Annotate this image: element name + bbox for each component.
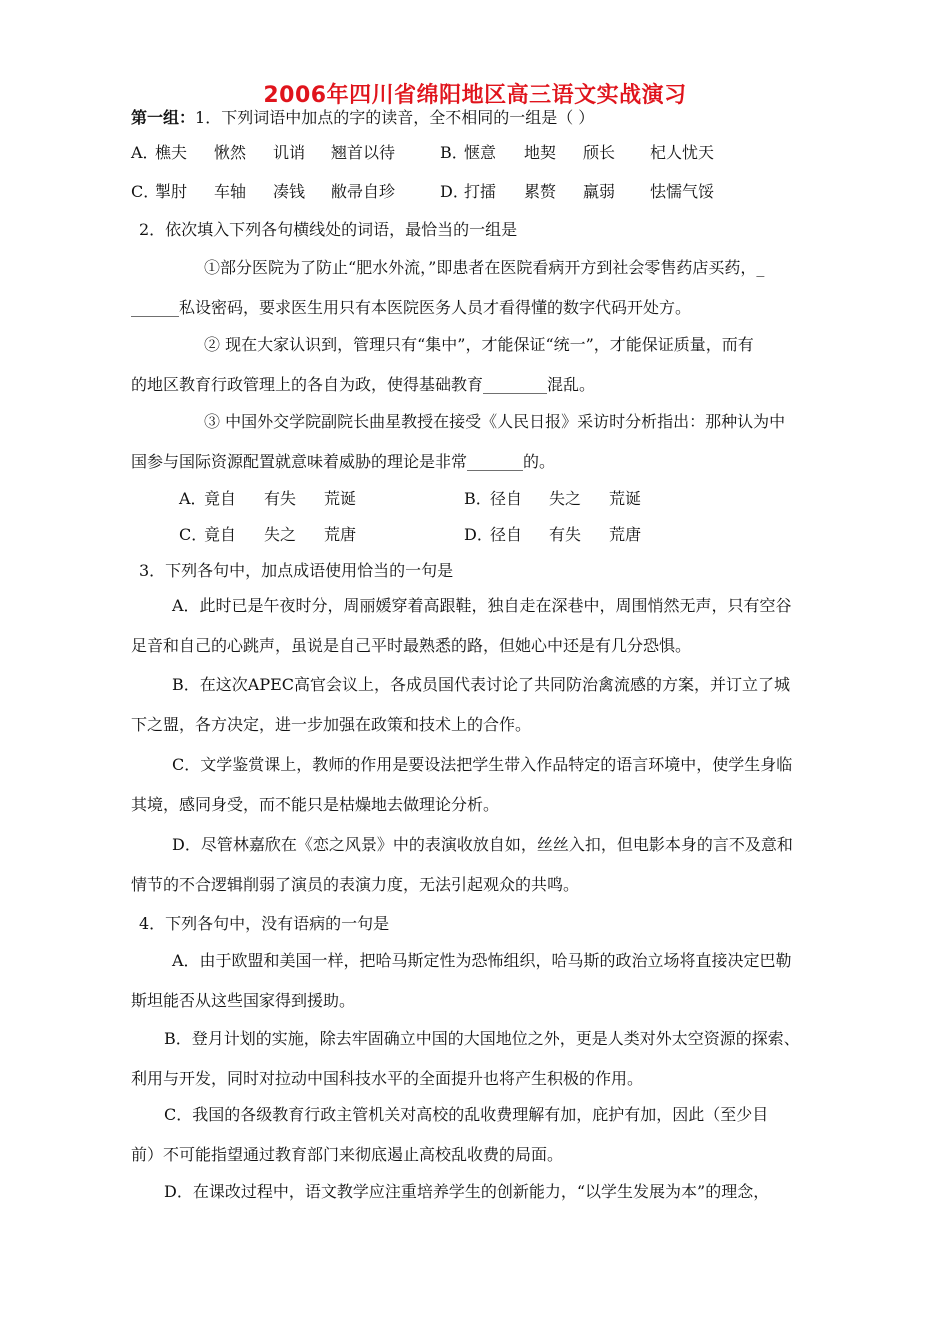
q2-option-word: 竟自 [204, 489, 237, 508]
q4-option-a-line1: A．由于欧盟和美国一样，把哈马斯定性为恐怖组织，哈马斯的政治立场将直接决定巴勒 [172, 951, 792, 970]
q3-option-b-line2: 下之盟，各方决定，进一步加强在政策和技术上的合作。 [131, 715, 532, 734]
q4-option-a-line2: 斯坦能否从这些国家得到援助。 [131, 991, 356, 1010]
q1-word: 车轴 [214, 182, 247, 201]
q1-word: 掣肘 [155, 182, 188, 201]
q1-word: 地契 [524, 143, 557, 162]
q1-word: 敝帚自珍 [331, 182, 396, 201]
q2-option-label: C． [179, 525, 208, 544]
q1-word: 樵夫 [155, 143, 188, 162]
q2-option-label: B． [464, 489, 492, 508]
q1-stem-line [131, 108, 594, 128]
q1-option-label: B． [440, 143, 468, 162]
q2-option-word: 失之 [549, 489, 582, 508]
q3-option-d-line2: 情节的不合逻辑削弱了演员的表演力度，无法引起观众的共鸣。 [131, 875, 580, 894]
q3-option-d-line1: D．尽管林嘉欣在《恋之风景》中的表演收放自如，丝丝入扣，但电影本身的言不及意和 [172, 835, 793, 854]
q4-option-d-line1: D．在课改过程中，语文教学应注重培养学生的创新能力，“以学生发展为本”的理念， [164, 1182, 770, 1201]
q1-word: 讥诮 [273, 143, 306, 162]
q2-option-word: 荒唐 [609, 525, 642, 544]
q3-option-c-line2: 其境，感同身受，而不能只是枯燥地去做理论分析。 [131, 795, 500, 814]
q2-sentence-2b: 的地区教育行政管理上的各自为政，使得基础教育________混乱。 [131, 375, 596, 394]
q2-option-word: 荒唐 [324, 525, 357, 544]
q2-sentence-3a: ③ 中国外交学院副院长曲星教授在接受《人民日报》采访时分析指出：那种认为中 [204, 412, 786, 431]
q1-word: 愀然 [214, 143, 247, 162]
q2-sentence-1a: ①部分医院为了防止“肥水外流，”即患者在医院看病开方到社会零售药店买药，_ [204, 258, 765, 277]
q2-option-word: 径自 [490, 525, 523, 544]
q2-stem: 2．依次填入下列各句横线处的词语，最恰当的一组是 [139, 220, 518, 239]
q1-word: 怯懦气馁 [650, 182, 715, 201]
q1-word: 杞人忧天 [650, 143, 715, 162]
q4-option-c-line2: 前）不可能指望通过教育部门来彻底遏止高校乱收费的局面。 [131, 1145, 564, 1164]
q2-option-word: 有失 [264, 489, 297, 508]
q2-option-word: 荒诞 [609, 489, 642, 508]
q1-stem: 1．下列词语中加点的字的读音，全不相同的一组是（ ） [195, 108, 595, 127]
q1-word: 打擂 [464, 182, 497, 201]
q2-sentence-3b: 国参与国际资源配置就意味着威胁的理论是非常_______的。 [131, 452, 556, 471]
q1-option-label: C． [131, 182, 160, 201]
q3-option-a-line2: 足音和自己的心跳声，虽说是自己平时最熟悉的路，但她心中还是有几分恐惧。 [131, 636, 692, 655]
q1-option-label: D． [440, 182, 469, 201]
q4-stem: 4．下列各句中，没有语病的一句是 [139, 914, 390, 933]
q2-option-word: 有失 [549, 525, 582, 544]
q4-option-c-line1: C．我国的各级教育行政主管机关对高校的乱收费理解有加，庇护有加，因此（至少目 [164, 1105, 769, 1124]
q2-option-label: D． [464, 525, 493, 544]
document-title: 2006年四川省绵阳地区高三语文实战演习 [263, 83, 687, 108]
q3-option-a-line1: A．此时已是午夜时分，周丽媛穿着高跟鞋，独自走在深巷中，周围悄然无声，只有空谷 [172, 596, 792, 615]
group-label: 第一组： [131, 108, 196, 127]
q1-word: 惬意 [464, 143, 497, 162]
q2-option-word: 荒诞 [324, 489, 357, 508]
q1-word: 翘首以待 [331, 143, 396, 162]
q2-option-word: 径自 [490, 489, 523, 508]
q4-option-b-line2: 利用与开发，同时对拉动中国科技水平的全面提升也将产生积极的作用。 [131, 1069, 644, 1088]
q3-stem: 3．下列各句中，加点成语使用恰当的一句是 [139, 561, 454, 580]
q4-option-b-line1: B．登月计划的实施，除去牢固确立中国的大国地位之外，更是人类对外太空资源的探索、 [164, 1029, 800, 1048]
q3-option-c-line1: C．文学鉴赏课上，教师的作用是要设法把学生带入作品特定的语言环境中，使学生身临 [172, 755, 793, 774]
q2-option-label: A． [179, 489, 207, 508]
q1-word: 凑钱 [273, 182, 306, 201]
q2-option-word: 失之 [264, 525, 297, 544]
q3-option-b-line1: B．在这次APEC高官会议上，各成员国代表讨论了共同防治禽流感的方案，并订立了城 [172, 675, 791, 694]
q2-option-word: 竟自 [204, 525, 237, 544]
q1-option-label: A． [131, 143, 159, 162]
q1-word: 颀长 [583, 143, 616, 162]
q1-word: 累赘 [524, 182, 557, 201]
q2-sentence-2a: ② 现在大家认识到，管理只有“集中”，才能保证“统一”，才能保证质量，而有 [204, 335, 754, 354]
q1-word: 羸弱 [583, 182, 616, 201]
q2-sentence-1b: ______私设密码，要求医生用只有本医院医务人员才看得懂的数字代码开处方。 [131, 298, 692, 317]
